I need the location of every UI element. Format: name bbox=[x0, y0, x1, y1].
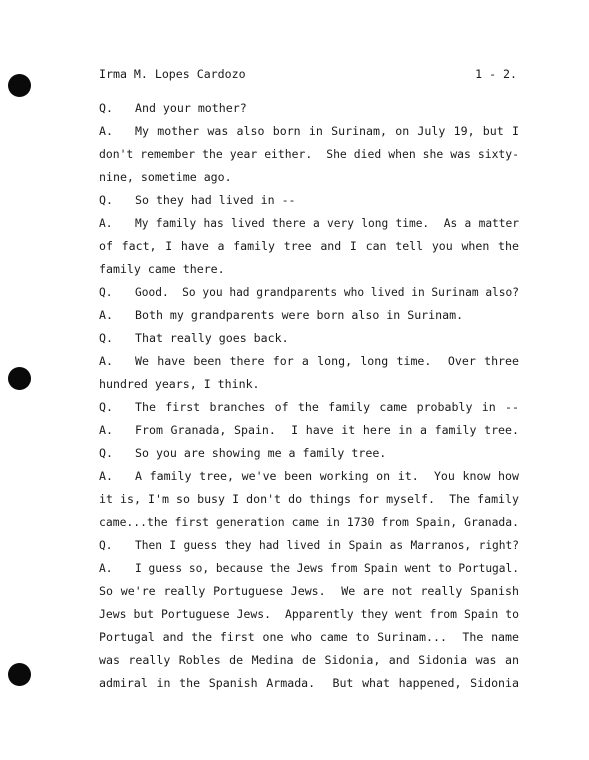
line-text: Then I guess they had lived in Spain as Marranos, right? bbox=[135, 539, 519, 552]
line-text: of fact, I have a family tree and I can tell you when the bbox=[99, 239, 519, 253]
transcript-line bbox=[99, 304, 519, 327]
transcript-line bbox=[99, 97, 519, 120]
line-text: it is, I'm so busy I don't do things for myself. The family bbox=[99, 492, 519, 506]
page-number: 1 - 2. bbox=[475, 67, 517, 81]
line-text: My mother was also born in Surinam, on July 19, but I bbox=[135, 124, 519, 138]
transcript-line bbox=[99, 327, 519, 350]
line-text: I guess so, because the Jews from Spain went to Portugal. bbox=[135, 562, 519, 575]
transcript-line bbox=[99, 166, 519, 189]
speaker-tag: Q. bbox=[99, 331, 113, 345]
speaker-tag: Q. bbox=[99, 101, 113, 115]
transcript-line bbox=[99, 258, 519, 281]
transcript-line bbox=[99, 488, 519, 511]
transcript-line bbox=[99, 373, 519, 396]
transcript-line bbox=[99, 672, 519, 695]
line-text: The first branches of the family came probably in -- bbox=[135, 400, 519, 414]
transcript-line bbox=[99, 281, 519, 304]
speaker-tag: Q. bbox=[99, 539, 113, 552]
transcript-line bbox=[99, 212, 519, 235]
speaker-tag: A. bbox=[99, 469, 113, 483]
speaker-tag: A. bbox=[99, 423, 113, 437]
speaker-tag: A. bbox=[99, 562, 113, 575]
line-text: My family has lived there a very long time. As a matter bbox=[135, 217, 519, 230]
speaker-tag: Q. bbox=[99, 286, 113, 299]
transcript-line bbox=[99, 511, 519, 534]
line-text: Jews but Portuguese Jews. Apparently they went from Spain to bbox=[99, 607, 519, 621]
speaker-tag: Q. bbox=[99, 193, 113, 207]
line-text: We have been there for a long, long time. Over three bbox=[135, 354, 519, 368]
transcript-line bbox=[99, 189, 519, 212]
speaker-tag: A. bbox=[99, 124, 113, 138]
line-text: So we're really Portuguese Jews. We are not really Spanish bbox=[99, 584, 519, 598]
speaker-tag: Q. bbox=[99, 400, 113, 414]
speaker-tag: A. bbox=[99, 217, 113, 230]
speaker-tag: A. bbox=[99, 308, 113, 322]
binder-hole-top bbox=[8, 74, 31, 97]
binder-hole-middle bbox=[8, 367, 31, 390]
transcript-line bbox=[99, 442, 519, 465]
line-text: don't remember the year either. She died when she was sixty- bbox=[99, 147, 519, 161]
line-text: came...the first generation came in 1730 from Spain, Granada. bbox=[99, 515, 519, 529]
line-text: From Granada, Spain. I have it here in a family tree. bbox=[135, 423, 519, 437]
line-text: Portugal and the first one who came to Surinam... The name bbox=[99, 630, 519, 644]
transcript-line bbox=[99, 120, 519, 143]
transcript-line bbox=[99, 396, 519, 419]
transcript-line bbox=[99, 350, 519, 373]
speaker-tag: A. bbox=[99, 354, 113, 368]
transcript-line bbox=[99, 465, 519, 488]
line-text: That really goes back. bbox=[135, 331, 289, 345]
transcript-line bbox=[99, 534, 519, 557]
line-text: admiral in the Spanish Armada. But what happened, Sidonia bbox=[99, 676, 519, 690]
line-text: was really Robles de Medina de Sidonia, and Sidonia was an bbox=[99, 653, 519, 667]
line-text: So you are showing me a family tree. bbox=[135, 446, 387, 460]
transcript-line bbox=[99, 557, 519, 580]
line-text: So they had lived in -- bbox=[135, 193, 296, 207]
line-text: Both my grandparents were born also in Surinam. bbox=[135, 308, 464, 322]
binder-hole-bottom bbox=[8, 663, 31, 686]
speaker-tag: Q. bbox=[99, 446, 113, 460]
transcript-body bbox=[99, 97, 519, 695]
line-text: hundred years, I think. bbox=[99, 377, 260, 391]
transcript-line bbox=[99, 603, 519, 626]
interviewee-name: Irma M. Lopes Cardozo bbox=[99, 67, 246, 81]
transcript-line bbox=[99, 235, 519, 258]
transcript-line bbox=[99, 626, 519, 649]
line-text: family came there. bbox=[99, 262, 225, 276]
line-text: A family tree, we've been working on it. You know how bbox=[135, 469, 519, 483]
line-text: And your mother? bbox=[135, 101, 247, 115]
transcript-line bbox=[99, 143, 519, 166]
page-header bbox=[99, 64, 517, 84]
line-text: nine, sometime ago. bbox=[99, 170, 232, 184]
line-text: Good. So you had grandparents who lived in Surinam also? bbox=[135, 286, 519, 299]
transcript-line bbox=[99, 580, 519, 603]
transcript-line bbox=[99, 649, 519, 672]
transcript-line bbox=[99, 419, 519, 442]
